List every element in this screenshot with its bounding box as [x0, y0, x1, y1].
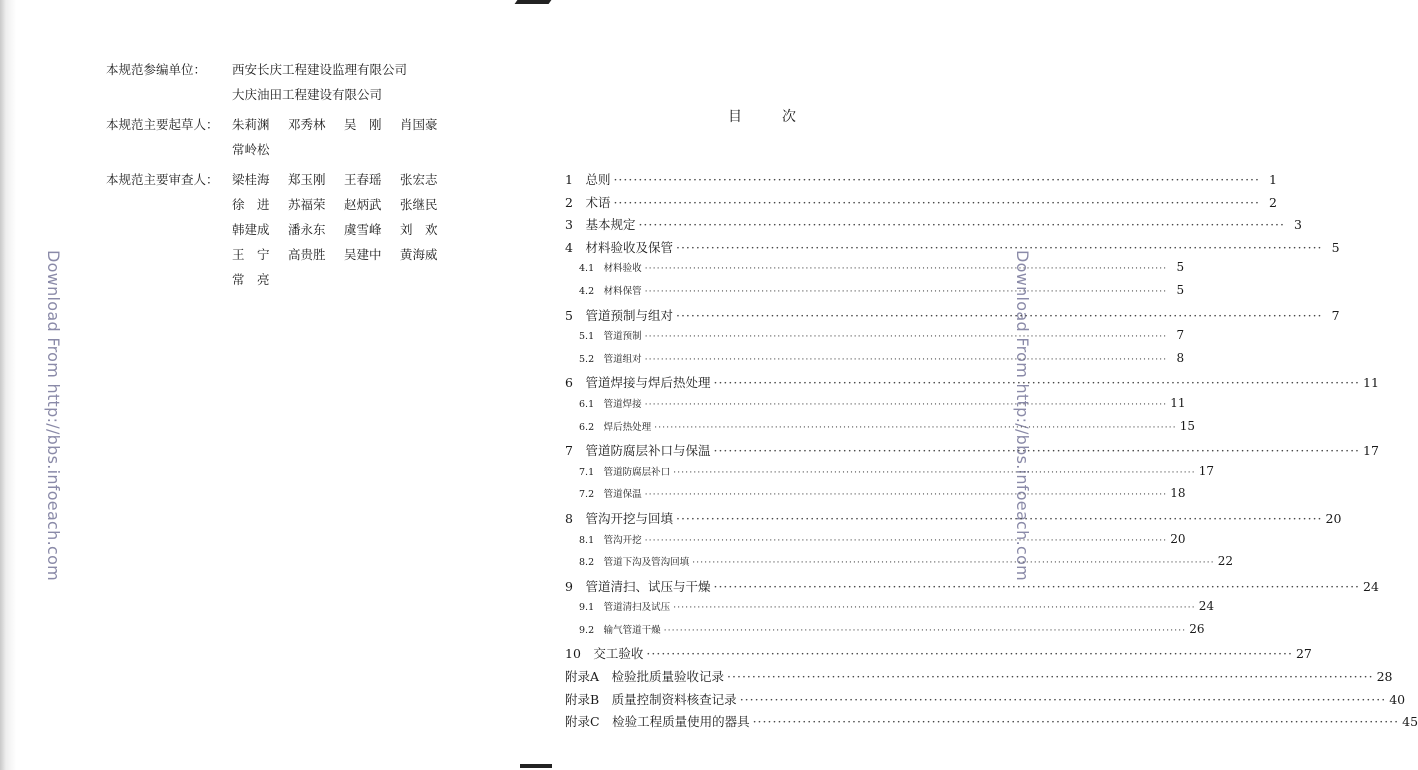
toc-leader-dots [613, 172, 1260, 187]
toc-section-entry[interactable] [565, 193, 1277, 216]
drafter-name: 朱莉渊 [232, 117, 270, 132]
toc-entry-page: 11 [1363, 375, 1379, 391]
toc-leader-dots [727, 669, 1374, 684]
toc-section-entry[interactable] [565, 306, 1340, 329]
toc-entry-page: 17 [1363, 443, 1379, 459]
drafters-list [232, 115, 460, 165]
toc-entry-label: 2 术语 [565, 194, 611, 210]
toc-subsection-entry[interactable] [565, 463, 1214, 487]
reviewer-name: 徐 进 [232, 197, 270, 212]
toc-entry-label: 6.2 焊后热处理 [579, 421, 652, 433]
toc-entry-label: 9 管道清扫、试压与干燥 [565, 578, 711, 594]
participating-unit: 大庆油田工程建设有限公司 [232, 87, 383, 102]
toc-entry-label: 5.1 管道预制 [579, 331, 642, 343]
toc-entry-label: 6 管道焊接与焊后热处理 [565, 375, 711, 391]
toc-section-entry[interactable] [565, 373, 1379, 396]
toc-entry-label: 7.2 管道保温 [579, 489, 642, 501]
reviewer-name: 张继民 [400, 197, 438, 212]
toc-entry-page: 40 [1389, 691, 1406, 707]
reviewer-name: 王春瑶 [344, 172, 382, 187]
reviewer-name: 潘永东 [288, 222, 326, 237]
toc-entry-label: 4 材料验收及保管 [565, 239, 673, 255]
credits-block [106, 60, 466, 300]
toc-entry-label: 附录B 质量控制资料核查记录 [565, 691, 737, 707]
toc-section-entry[interactable] [565, 644, 1312, 667]
toc-subsection-entry[interactable] [565, 531, 1186, 555]
watermark-right: Download From http://bbs.infoeach.com [1013, 250, 1032, 582]
toc-entry-label: 5.2 管道组对 [579, 353, 642, 365]
toc-subsection-entry[interactable] [565, 621, 1205, 645]
toc-entry-label: 4.1 材料验收 [579, 263, 642, 275]
toc-entry-page: 20 [1325, 510, 1342, 526]
reviewer-name: 常 亮 [232, 272, 270, 287]
watermark-left: Download From http://bbs.infoeach.com [44, 250, 63, 582]
toc-entry-page: 26 [1189, 621, 1205, 636]
toc-entry-label: 7 管道防腐层补口与保温 [565, 443, 711, 459]
toc-subsection-entry[interactable] [565, 554, 1233, 577]
toc-entry-page: 5 [1176, 282, 1185, 297]
toc-entry-page: 24 [1363, 578, 1379, 594]
reviewer-name: 韩建成 [232, 222, 270, 237]
toc-entry-label: 9.2 输气管道干燥 [579, 624, 661, 636]
toc-leader-dots [638, 217, 1285, 232]
toc-entry-label: 10 交工验收 [565, 646, 644, 662]
toc-section-entry[interactable] [565, 712, 1418, 735]
reviewer-name: 吴建中 [344, 247, 382, 262]
toc-leader-dots [645, 399, 1168, 410]
toc-subsection-entry[interactable] [565, 486, 1186, 509]
toc-leader-dots [673, 467, 1196, 478]
toc-entry-label: 附录C 检验工程质量使用的器具 [565, 714, 750, 730]
toc-subsection-entry[interactable] [565, 395, 1186, 419]
toc-subsection-entry[interactable] [565, 282, 1185, 306]
toc-entry-page: 7 [1331, 307, 1340, 323]
toc-entry-page: 28 [1376, 669, 1393, 685]
toc-section-entry[interactable] [565, 667, 1393, 690]
toc-leader-dots [713, 375, 1360, 390]
toc-leader-dots [713, 443, 1360, 458]
toc-leader-dots [753, 714, 1400, 729]
toc-entry-page: 17 [1198, 463, 1214, 478]
participating-units-row [106, 60, 466, 110]
toc-entry-page: 5 [1331, 239, 1340, 255]
toc-section-entry[interactable] [565, 238, 1340, 261]
toc-leader-dots [645, 331, 1168, 342]
toc-entry-page: 24 [1198, 599, 1214, 614]
toc-entry-label: 5 管道预制与组对 [565, 307, 673, 323]
participating-unit: 西安长庆工程建设监理有限公司 [232, 62, 408, 77]
toc-entry-label: 7.1 管道防腐层补口 [579, 466, 671, 478]
toc-leader-dots [613, 195, 1260, 210]
drafter-name: 吴 刚 [344, 117, 382, 132]
toc-entry-page: 15 [1179, 418, 1195, 433]
toc-subsection-entry[interactable] [565, 260, 1185, 283]
toc-entry-page: 11 [1170, 395, 1186, 410]
toc-entry-page: 27 [1295, 646, 1312, 662]
toc-section-entry[interactable] [565, 215, 1302, 238]
toc-subsection-entry[interactable] [565, 328, 1185, 351]
reviewer-name: 赵炳武 [344, 197, 382, 212]
reviewer-name: 黄海威 [400, 247, 438, 262]
toc-leader-dots [740, 692, 1387, 707]
reviewers-list [232, 170, 460, 295]
toc-entry-page: 7 [1176, 328, 1185, 343]
toc-leader-dots [676, 511, 1323, 526]
reviewer-name: 郑玉刚 [288, 172, 326, 187]
toc-leader-dots [664, 625, 1187, 636]
toc-entry-label: 8.2 管道下沟及管沟回填 [579, 557, 690, 569]
toc-section-entry[interactable] [565, 441, 1379, 464]
page-edge-shadow [0, 0, 16, 770]
toc-entry-page: 8 [1176, 350, 1185, 365]
drafter-name: 邓秀林 [288, 117, 326, 132]
reviewer-name: 高贵胜 [288, 247, 326, 262]
reviewer-name: 虞雪峰 [344, 222, 382, 237]
toc-subsection-entry[interactable] [565, 599, 1214, 622]
toc-entry-label: 附录A 检验批质量验收记录 [565, 669, 725, 685]
reviewers-row [106, 170, 466, 295]
drafter-name: 常岭松 [232, 142, 270, 157]
toc-entry-page: 2 [1269, 194, 1277, 210]
reviewers-label: 本规范主要审查人： [106, 172, 219, 187]
toc-entry-label: 1 总则 [565, 172, 611, 187]
toc-leader-dots [673, 602, 1196, 613]
participating-units-label: 本规范参编单位： [106, 62, 207, 77]
drafter-name: 肖国豪 [400, 117, 438, 132]
toc-leader-dots [645, 263, 1168, 274]
toc-entry-page: 3 [1294, 217, 1302, 233]
reviewer-name: 张宏志 [400, 172, 438, 187]
toc-entry-page: 18 [1170, 486, 1186, 501]
reviewer-name: 刘 欢 [400, 222, 438, 237]
binding-mark-top [515, 0, 552, 4]
toc-entry-label: 8.1 管沟开挖 [579, 534, 642, 546]
toc-leader-dots [676, 240, 1323, 255]
toc-subsection-entry[interactable] [565, 418, 1195, 442]
toc-entry-label: 9.1 管道清扫及试压 [579, 602, 671, 614]
reviewer-name: 苏福荣 [288, 197, 326, 212]
toc-leader-dots [676, 308, 1323, 323]
toc-entry-page: 45 [1402, 714, 1418, 730]
toc-entry-page: 22 [1217, 554, 1233, 569]
toc-subsection-entry[interactable] [565, 350, 1185, 374]
toc-title: 目次 [728, 109, 836, 125]
toc-entry-label: 8 管沟开挖与回填 [565, 510, 673, 526]
toc-section-entry[interactable] [565, 690, 1406, 713]
toc-section-entry[interactable] [565, 509, 1342, 532]
toc-entry-label: 3 基本规定 [565, 217, 636, 233]
toc-entry-page: 20 [1170, 531, 1186, 546]
toc-leader-dots [645, 489, 1168, 500]
reviewer-name: 王 宁 [232, 247, 270, 262]
drafters-row [106, 115, 466, 165]
toc-leader-dots [646, 646, 1293, 661]
toc-leader-dots [692, 557, 1215, 568]
toc-section-entry[interactable] [565, 577, 1379, 600]
toc-entry-page: 1 [1269, 172, 1277, 187]
toc-leader-dots [645, 535, 1168, 546]
drafters-label: 本规范主要起草人： [106, 117, 219, 132]
binding-mark-bottom [520, 764, 552, 768]
reviewer-name: 梁桂海 [232, 172, 270, 187]
toc-leader-dots [645, 286, 1168, 297]
toc-entry-page: 5 [1176, 260, 1185, 275]
toc-entry-label: 4.2 材料保管 [579, 285, 642, 297]
toc-section-entry[interactable] [565, 170, 1277, 193]
toc-leader-dots [645, 354, 1168, 365]
toc-leader-dots [713, 579, 1360, 594]
toc-leader-dots [654, 422, 1177, 433]
participating-units-list [232, 60, 407, 110]
toc-entry-label: 6.1 管道焊接 [579, 398, 642, 410]
